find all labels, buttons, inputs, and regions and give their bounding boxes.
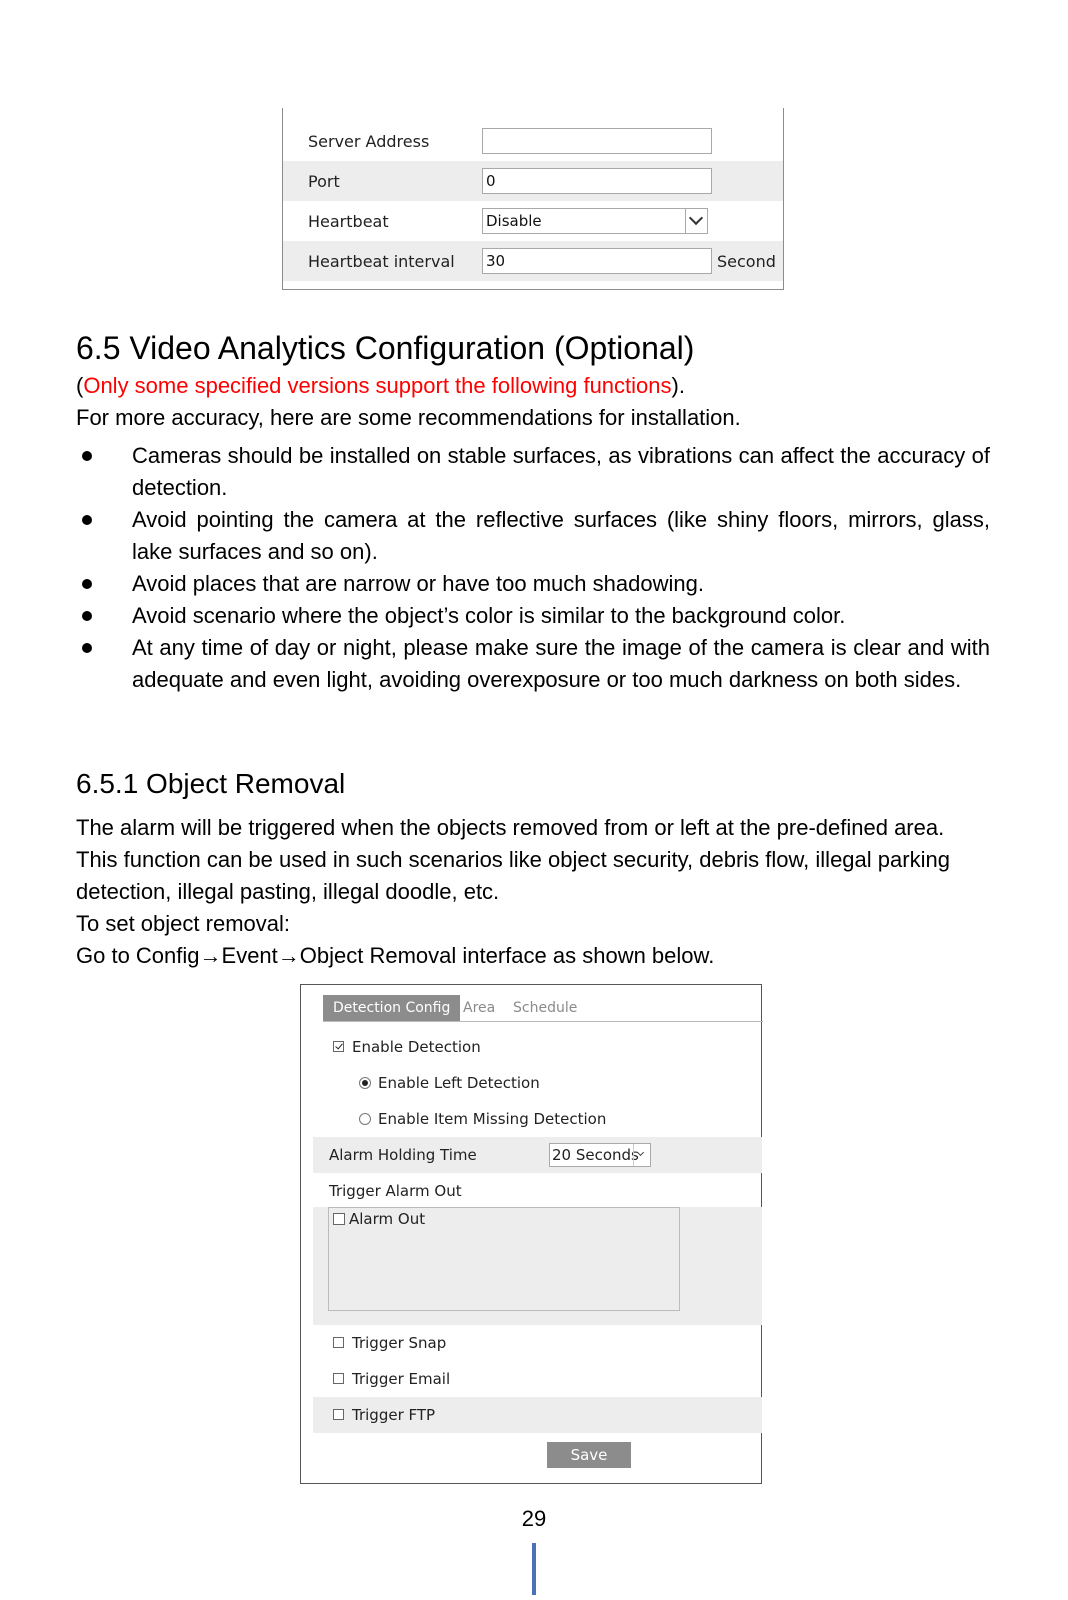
trigger-ftp-checkbox[interactable] [333,1409,344,1420]
heartbeat-select-value: Disable [486,212,542,230]
navigation-path: Go to Config→Event→Object Removal interface as shown below. [76,943,715,968]
server-address-label: Server Address [308,132,430,151]
enable-left-detection-row [313,1065,762,1101]
alarm-holding-time-row [313,1137,762,1173]
note-close: ). [671,373,685,398]
tab-schedule[interactable]: Schedule [513,1000,578,1016]
heartbeat-interval-row [283,241,783,281]
list-item [76,600,990,632]
description-text: The alarm will be triggered when the objects removed from or left at the pre-defined area. This function can be used in such scenarios like object security, debris flow, illegal parking detection, illegal pasting, illegal doodle, etc. [76,815,950,904]
bullet-icon [82,515,92,525]
alarm-out-label: Alarm Out [349,1210,426,1228]
heartbeat-select[interactable] [482,208,708,234]
list-item [76,440,990,504]
trigger-snap-label: Trigger Snap [352,1334,447,1352]
heartbeat-interval-input[interactable]: 30 [482,248,712,274]
list-item-text: Avoid places that are narrow or have too much shadowing. [132,571,704,596]
trigger-snap-checkbox[interactable] [333,1337,344,1348]
section-heading: 6.5 Video Analytics Configuration (Optional) [76,330,695,366]
server-settings-panel [282,108,784,290]
subsection-heading: 6.5.1 Object Removal [76,768,346,799]
enable-detection-label: Enable Detection [352,1038,481,1056]
list-item [76,632,990,696]
note-open: ( [76,373,84,398]
enable-left-detection-label: Enable Left Detection [378,1074,540,1092]
alarm-out-checkbox[interactable] [333,1213,345,1225]
list-item-text: Avoid pointing the camera at the reflective surfaces (like shiny floors, mirrors, glass, lake surfaces and so on). [132,507,990,564]
note-red-text: Only some specified versions support the following functions [83,373,672,398]
list-item-text: Avoid scenario where the object’s color is similar to the background color. [132,603,846,628]
save-button[interactable]: Save [547,1442,631,1468]
trigger-email-checkbox[interactable] [333,1373,344,1384]
tab-detection-config[interactable]: Detection Config [323,995,460,1021]
trigger-alarm-out-row [313,1173,762,1209]
tab-area[interactable]: Area [463,1000,496,1016]
heartbeat-interval-label: Heartbeat interval [308,252,455,271]
object-removal-panel [300,984,762,1484]
alarm-holding-time-label: Alarm Holding Time [329,1146,477,1164]
chevron-down-icon[interactable] [633,1144,650,1166]
list-item [76,568,990,600]
heartbeat-label: Heartbeat [308,212,389,231]
port-label: Port [308,172,340,191]
enable-detection-row [313,1029,762,1065]
steps-intro: To set object removal: [76,911,290,936]
versions-note [76,373,685,399]
enable-item-missing-radio[interactable] [359,1113,371,1125]
server-address-row [283,121,783,161]
trigger-ftp-row [313,1397,762,1433]
alarm-out-list [328,1207,680,1311]
trigger-email-label: Trigger Email [352,1370,451,1388]
list-item-text: At any time of day or night, please make sure the image of the camera is clear and with adequate and even light, avoiding overexposure or too much darkness on both sides. [132,635,990,692]
footer-bar [532,1543,536,1595]
list-item [76,504,990,568]
page-number: 29 [521,1506,547,1531]
heartbeat-interval-unit: Second [717,252,776,271]
alarm-holding-time-select[interactable] [549,1143,651,1167]
port-row [283,161,783,201]
enable-item-missing-row [313,1101,762,1137]
recommendation-list [76,440,990,696]
enable-left-detection-radio[interactable] [359,1077,371,1089]
enable-item-missing-label: Enable Item Missing Detection [378,1110,607,1128]
tab-bar [323,995,763,1022]
trigger-ftp-label: Trigger FTP [352,1406,436,1424]
intro-text: For more accuracy, here are some recommendations for installation. [76,405,741,430]
bullet-icon [82,451,92,461]
list-item-text: Cameras should be installed on stable surfaces, as vibrations can affect the accuracy of detection. [132,443,990,500]
trigger-email-row [313,1361,762,1397]
bullet-icon [82,579,92,589]
chevron-down-icon[interactable] [685,209,707,233]
heartbeat-row [283,201,783,241]
alarm-holding-time-value: 20 Seconds [552,1146,639,1164]
trigger-snap-row [313,1325,762,1361]
subsection-paragraph [76,812,990,972]
bullet-icon [82,611,92,621]
bullet-icon [82,643,92,653]
enable-detection-checkbox[interactable] [333,1041,344,1052]
server-address-input[interactable] [482,128,712,154]
port-input[interactable]: 0 [482,168,712,194]
trigger-alarm-out-label: Trigger Alarm Out [329,1182,462,1200]
